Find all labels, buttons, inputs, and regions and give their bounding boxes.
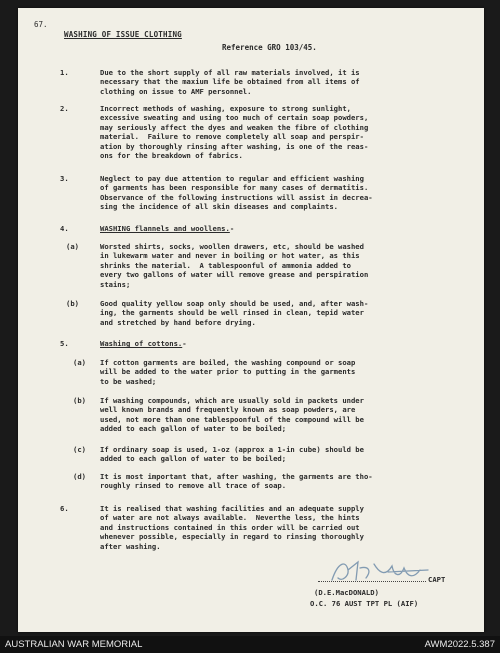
paragraph-line: of garments has been responsible for many cases of dermatitis. <box>100 183 369 193</box>
paragraph-line: Observance of the following instructions will assist in decrea- <box>100 192 373 202</box>
item-number: 1. <box>60 68 69 77</box>
paragraph-line: roughly rinsed to remove all trace of soap. <box>100 481 287 491</box>
document-title: WASHING OF ISSUE CLOTHING <box>64 30 182 39</box>
paragraph-line: shrinks the material. A tablespoonful of ammonia added to <box>100 260 351 270</box>
paragraph-line: of water are not always available. Neverthe less, the hints <box>100 513 360 523</box>
paragraph-line: If washing compounds, which are usually sold in packets under <box>100 396 364 405</box>
item-number: (b) <box>66 299 79 308</box>
item-number: (a) <box>66 242 79 251</box>
document-page <box>18 8 484 632</box>
paragraph-line: material. Failure to remove completely all soap and perspir- <box>100 132 364 142</box>
paragraph-line: to be washed; <box>100 376 157 386</box>
item-number: 3. <box>60 174 69 183</box>
paragraph-line: It is realised that washing facilities and an adequate supply <box>100 504 364 513</box>
paragraph-line: added to each gallon of water to be boiled; <box>100 454 287 464</box>
paragraph-line: whenever possible, especially in regard to rinsing thoroughly <box>100 532 364 542</box>
paragraph-line: after washing. <box>100 541 161 551</box>
section-heading <box>100 339 187 348</box>
paragraph-line: If cotton garments are boiled, the washing compound or soap <box>100 358 356 367</box>
paragraph-line: will be added to the water prior to putting in the garments <box>100 367 356 377</box>
paragraph-line: Incorrect methods of washing, exposure to strong sunlight, <box>100 104 351 113</box>
paragraph-line: in lukewarm water and never in boiling or hot water, as this <box>100 251 360 261</box>
section-heading-text: WASHING flannels and woollens. <box>100 224 230 233</box>
signatory-rank: CAPT <box>428 575 446 584</box>
paragraph-line: Due to the short supply of all raw materials involved, it is <box>100 68 360 77</box>
paragraph-line: necessary that the maxium life be obtained from all items of <box>100 77 360 87</box>
paragraph-line: clothing on issue to AMF personnel. <box>100 86 252 96</box>
paragraph-line: Neglect to pay due attention to regular and efficient washing <box>100 174 364 183</box>
paragraph-line: and stretched by hand before drying. <box>100 317 256 327</box>
footer-source: AUSTRALIAN WAR MEMORIAL <box>5 639 143 650</box>
footer-bar <box>0 636 500 653</box>
paragraph-line: ons for the breakdown of fabrics. <box>100 151 243 160</box>
section-heading-text: Washing of cottons. <box>100 339 183 348</box>
paragraph-line: added to each gallon of water to be boiled; <box>100 424 287 434</box>
paragraph-line: ing, the garments should be well rinsed in clean, tepid water <box>100 308 364 318</box>
item-number: 2. <box>60 104 69 113</box>
paragraph-line: well known brands and frequently known as soap powders, are <box>100 405 356 415</box>
section-heading-suffix: - <box>182 339 187 348</box>
item-number: (b) <box>73 396 86 405</box>
paragraph-line: Worsted shirts, socks, woollen drawers, etc, should be washed <box>100 242 364 251</box>
section-heading-suffix: - <box>229 224 235 233</box>
paragraph-line: ation by thoroughly rinsing after washing, is one of the reas- <box>100 141 369 151</box>
paragraph-line: every two gallons of water will remove grease and perspiration <box>100 270 369 280</box>
page-number: 67. <box>34 20 48 29</box>
paragraph-line: and instructions contained in this order will be carried out <box>100 522 360 532</box>
reference-line: Reference GRO 103/45. <box>222 43 317 52</box>
paragraph-line: sing the incidence of all skin diseases and complaints. <box>100 202 338 212</box>
paragraph-line: It is most important that, after washing, the garments are tho- <box>100 472 373 481</box>
paragraph-line: excessive sweating and using too much of certain soap powders, <box>100 113 369 123</box>
signatory-unit: O.C. 76 AUST TPT PL (AIF) <box>310 599 419 608</box>
paragraph-line: stains; <box>100 279 131 289</box>
item-number: (d) <box>73 472 86 481</box>
paragraph-line: used, not more than one tablespoonful of the compound will be <box>100 414 364 424</box>
paragraph-line: Good quality yellow soap only should be used, and, after wash- <box>100 299 369 308</box>
footer-accession: AWM2022.5.387 <box>424 639 495 650</box>
item-number: (a) <box>73 358 86 367</box>
signatory-name: (D.E.MacDONALD) <box>314 588 379 597</box>
section-heading <box>100 224 234 233</box>
signature-line <box>318 580 426 582</box>
item-number: 4. <box>60 224 69 233</box>
paragraph-line: If ordinary soap is used, 1-oz (approx a 1-in cube) should be <box>100 445 364 454</box>
item-number: 5. <box>60 339 69 348</box>
paragraph-line: may seriously affect the dyes and weaken the fibre of clothing <box>100 122 369 132</box>
item-number: 6. <box>60 504 69 513</box>
item-number: (c) <box>73 445 86 454</box>
